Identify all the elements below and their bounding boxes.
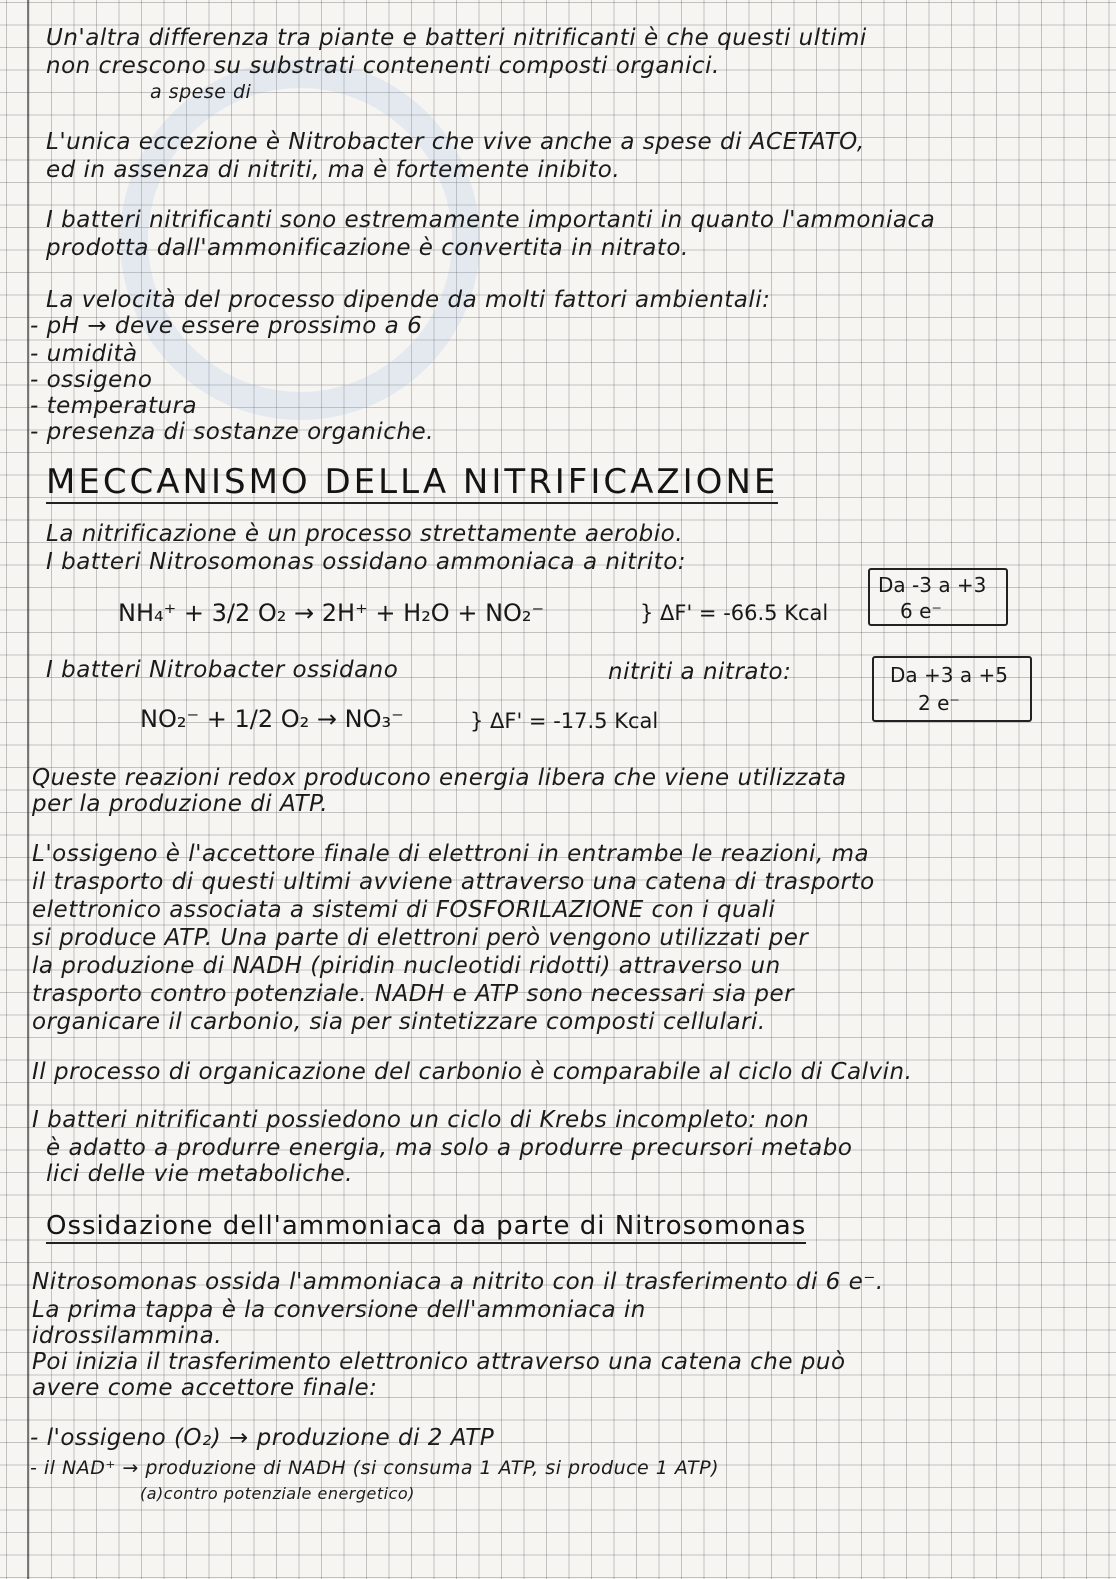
equation-energy: } ΔF' = -17.5 Kcal [470,709,659,733]
list-item: - umidità [30,341,138,367]
text-line: I batteri Nitrobacter ossidano [46,657,399,683]
text-line: avere come accettore finale: [32,1375,378,1401]
text-line: si produce ATP. Una parte di elettroni però vengono utilizzati per [32,925,809,951]
equation-energy: } ΔF' = -66.5 Kcal [640,601,829,625]
list-item: - l'ossigeno (O₂) → produzione di 2 ATP [30,1425,495,1451]
text-line: ed in assenza di nitriti, ma è fortemente inibito. [46,157,621,183]
text-line: Poi inizia il trasferimento elettronico attraverso una catena che può [32,1349,846,1375]
equation-nitrobacter: NO₂⁻ + 1/2 O₂ → NO₃⁻ [140,705,404,733]
text-line: La nitrificazione è un processo strettamente aerobio. [46,521,684,547]
text-annotation: (a)contro potenziale energetico) [140,1484,415,1503]
text-line: L'unica eccezione è Nitrobacter che vive anche a spese di ACETATO, [46,129,865,155]
electron-note: Da -3 a +3 [878,573,987,597]
text-annotation: a spese di [150,81,252,103]
text-line: L'ossigeno è l'accettore finale di elettroni in entrambe le reazioni, ma [32,841,870,867]
list-item: - ossigeno [30,367,153,393]
text-line: I batteri nitrificanti sono estremamente importanti in quanto l'ammoniaca [46,207,936,233]
equation-nitrosomonas: NH₄⁺ + 3/2 O₂ → 2H⁺ + H₂O + NO₂⁻ [118,599,545,627]
text-line: Queste reazioni redox producono energia libera che viene utilizzata [32,765,847,791]
text-line: la produzione di NADH (piridin nucleotidi ridotti) attraverso un [32,953,781,979]
subsection-heading: Ossidazione dell'ammoniaca da parte di Nitrosomonas [46,1210,806,1244]
text-line: Nitrosomonas ossida l'ammoniaca a nitrito con il trasferimento di 6 e⁻. [32,1269,884,1295]
text-line: Il processo di organicazione del carbonio è comparabile al ciclo di Calvin. [32,1059,913,1085]
text-line: Un'altra differenza tra piante e batteri nitrificanti è che questi ultimi [46,25,867,51]
text-line: trasporto contro potenziale. NADH e ATP sono necessari sia per [32,981,795,1007]
section-heading: MECCANISMO DELLA NITRIFICAZIONE [46,462,779,502]
text-line: idrossilammina. [32,1323,223,1349]
electron-note: 6 e⁻ [900,599,942,623]
text-line: è adatto a produrre energia, ma solo a produrre precursori metabo [46,1135,853,1161]
text-line: non crescono su substrati contenenti composti organici. [46,53,720,79]
text-line: nitriti a nitrato: [608,659,792,685]
list-item: - il NAD⁺ → produzione di NADH (si consuma 1 ATP, si produce 1 ATP) [30,1457,720,1479]
text-line: elettronico associata a sistemi di FOSFORILAZIONE con i quali [32,897,776,923]
electron-note: Da +3 a +5 [890,663,1008,687]
text-line: il trasporto di questi ultimi avviene attraverso una catena di trasporto [32,869,875,895]
electron-note: 2 e⁻ [918,691,960,715]
text-line: organicare il carbonio, sia per sintetizzare composti cellulari. [32,1009,766,1035]
text-line: lici delle vie metaboliche. [46,1161,353,1187]
text-line: La velocità del processo dipende da molti fattori ambientali: [46,287,771,313]
text-line: per la produzione di ATP. [32,791,329,817]
list-item: - pH → deve essere prossimo a 6 [30,313,423,339]
list-item: - temperatura [30,393,198,419]
text-line: prodotta dall'ammonificazione è convertita in nitrato. [46,235,689,261]
list-item: - presenza di sostanze organiche. [30,419,434,445]
text-line: I batteri nitrificanti possiedono un ciclo di Krebs incompleto: non [32,1107,810,1133]
margin-line [27,0,29,1579]
text-line: I batteri Nitrosomonas ossidano ammoniaca a nitrito: [46,549,687,575]
text-line: La prima tappa è la conversione dell'ammoniaca in [32,1297,646,1323]
